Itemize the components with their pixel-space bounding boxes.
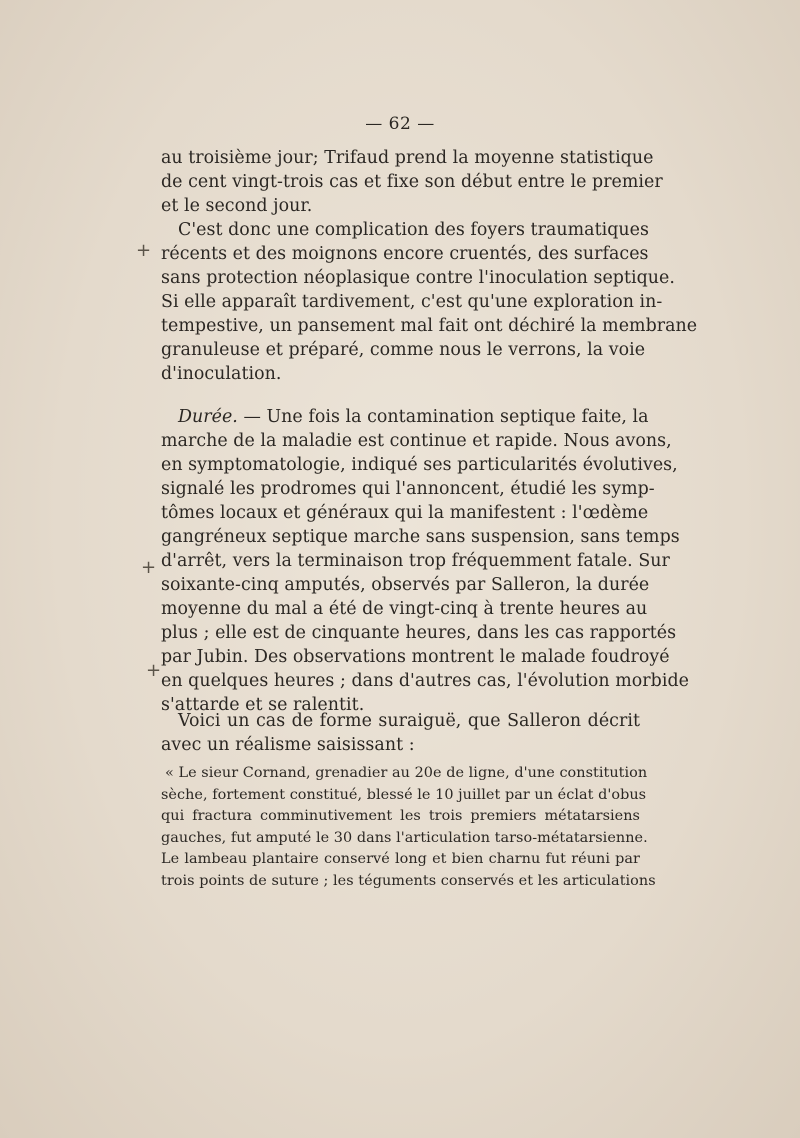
text-line: plus ; elle est de cinquante heures, dans les cas rapportés bbox=[161, 623, 677, 643]
text-line: en symptomatologie, indiqué ses particularités évolutives, bbox=[161, 455, 678, 475]
text-line: signalé les prodromes qui l'annoncent, étudié les symp- bbox=[161, 479, 655, 499]
quote-line: sèche, fortement constitué, blessé le 10 juillet par un éclat d'obus bbox=[161, 786, 647, 803]
text-line: sans protection néoplasique contre l'inoculation septique. bbox=[161, 268, 675, 288]
paragraph-1 bbox=[161, 146, 663, 218]
page-number: — 62 — bbox=[365, 114, 435, 134]
text-line: d'inoculation. bbox=[161, 364, 282, 384]
text-line: tempestive, un pansement mal fait ont déchiré la membrane bbox=[161, 316, 698, 336]
paragraph-4 bbox=[161, 709, 640, 757]
paragraph-2 bbox=[161, 218, 698, 386]
text-line: s'attarde et se ralentit. bbox=[161, 695, 365, 715]
text-line: moyenne du mal a été de vingt-cinq à trente heures au bbox=[161, 599, 648, 619]
text-line: et le second jour. bbox=[161, 196, 313, 216]
text-line: Si elle apparaît tardivement, c'est qu'une exploration in- bbox=[161, 292, 663, 312]
text-line: marche de la maladie est continue et rapide. Nous avons, bbox=[161, 431, 672, 451]
text-line: en quelques heures ; dans d'autres cas, l'évolution morbide bbox=[161, 671, 689, 691]
margin-mark-icon: + bbox=[136, 240, 152, 261]
text-line: d'arrêt, vers la terminaison trop fréquemment fatale. Sur bbox=[161, 551, 670, 571]
quote-line: Le lambeau plantaire conservé long et bien charnu fut réuni par bbox=[161, 851, 640, 868]
text-line: tômes locaux et généraux qui la manifestent : l'œdème bbox=[161, 503, 649, 523]
text-line: de cent vingt-trois cas et fixe son début entre le premier bbox=[161, 172, 663, 192]
text-line: récents et des moignons encore cruentés, des surfaces bbox=[161, 244, 649, 264]
text-fragment: — Une fois la contamination septique faite, la bbox=[237, 407, 649, 427]
margin-mark-icon: + bbox=[141, 557, 157, 578]
text-line: C'est donc une complication des foyers traumatiques bbox=[178, 220, 649, 240]
text-line: soixante-cinq amputés, observés par Salleron, la durée bbox=[161, 575, 650, 595]
text-line: au troisième jour; Trifaud prend la moyenne statistique bbox=[161, 148, 654, 168]
margin-mark-icon: + bbox=[146, 660, 162, 681]
text-line: gangréneux septique marche sans suspension, sans temps bbox=[161, 527, 680, 547]
text-line bbox=[161, 405, 649, 429]
quote-line: « Le sieur Cornand, grenadier au 20e de ligne, d'une constitution bbox=[165, 765, 648, 781]
quotation-block bbox=[161, 763, 656, 893]
text-line: avec un réalisme saisissant : bbox=[161, 735, 415, 755]
text-line: granuleuse et préparé, comme nous le verrons, la voie bbox=[161, 340, 646, 360]
paragraph-3 bbox=[161, 405, 689, 717]
quote-line: gauches, fut amputé le 30 dans l'articulation tarso-métatarsienne. bbox=[161, 829, 648, 846]
quote-line: trois points de suture ; les téguments conservés et les articulations bbox=[161, 872, 656, 889]
quote-line: qui fractura comminutivement les trois premiers métatarsiens bbox=[161, 808, 640, 825]
text-line: par Jubin. Des observations montrent le malade foudroyé bbox=[161, 647, 670, 667]
text-line: Voici un cas de forme suraiguë, que Salleron décrit bbox=[178, 711, 640, 731]
section-heading-duree: Durée. bbox=[178, 407, 238, 427]
